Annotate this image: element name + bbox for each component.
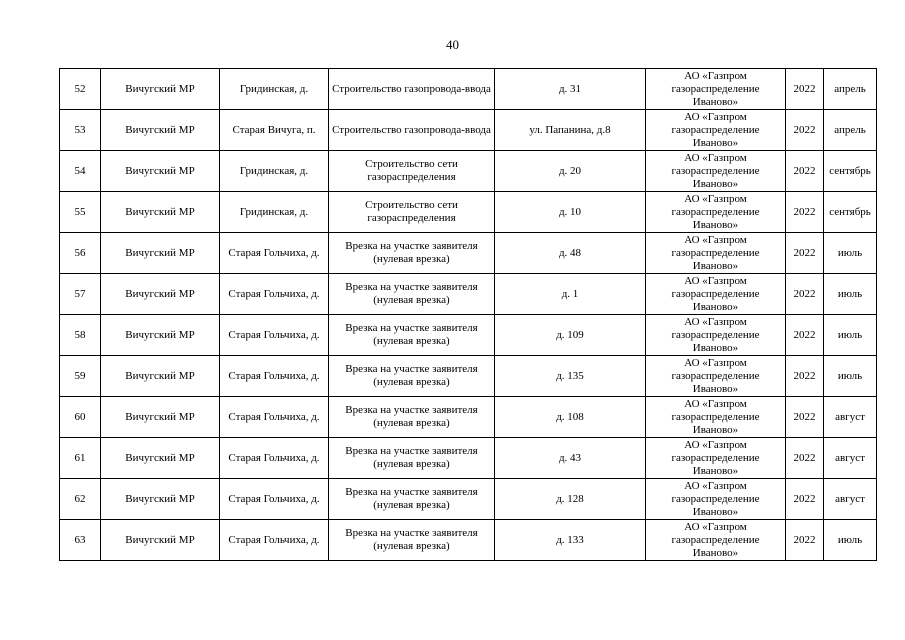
settlement-cell: Старая Гольчиха, д. bbox=[220, 315, 329, 356]
organization-cell: АО «Газпром газораспределение Иваново» bbox=[646, 356, 786, 397]
district-cell: Вичугский МР bbox=[101, 233, 220, 274]
district-cell: Вичугский МР bbox=[101, 520, 220, 561]
row-number-cell: 54 bbox=[60, 151, 101, 192]
row-number-cell: 53 bbox=[60, 110, 101, 151]
work-type-cell: Строительство газопровода-ввода bbox=[329, 110, 495, 151]
work-type-cell: Врезка на участке заявителя (нулевая врезка) bbox=[329, 479, 495, 520]
district-cell: Вичугский МР bbox=[101, 315, 220, 356]
address-cell: д. 31 bbox=[495, 69, 646, 110]
month-cell: июль bbox=[824, 356, 877, 397]
settlement-cell: Старая Гольчиха, д. bbox=[220, 438, 329, 479]
table-body bbox=[60, 69, 877, 561]
settlement-cell: Гридинская, д. bbox=[220, 151, 329, 192]
district-cell: Вичугский МР bbox=[101, 479, 220, 520]
table-row bbox=[60, 192, 877, 233]
address-cell: д. 48 bbox=[495, 233, 646, 274]
table-row bbox=[60, 479, 877, 520]
work-type-cell: Строительство сети газораспределения bbox=[329, 192, 495, 233]
year-cell: 2022 bbox=[786, 479, 824, 520]
address-cell: д. 133 bbox=[495, 520, 646, 561]
work-type-cell: Врезка на участке заявителя (нулевая врезка) bbox=[329, 438, 495, 479]
district-cell: Вичугский МР bbox=[101, 151, 220, 192]
work-type-cell: Строительство газопровода-ввода bbox=[329, 69, 495, 110]
month-cell: июль bbox=[824, 315, 877, 356]
work-type-cell: Врезка на участке заявителя (нулевая врезка) bbox=[329, 274, 495, 315]
row-number-cell: 55 bbox=[60, 192, 101, 233]
row-number-cell: 52 bbox=[60, 69, 101, 110]
year-cell: 2022 bbox=[786, 315, 824, 356]
settlement-cell: Старая Вичуга, п. bbox=[220, 110, 329, 151]
month-cell: июль bbox=[824, 233, 877, 274]
month-cell: апрель bbox=[824, 69, 877, 110]
year-cell: 2022 bbox=[786, 110, 824, 151]
row-number-cell: 59 bbox=[60, 356, 101, 397]
address-cell: д. 43 bbox=[495, 438, 646, 479]
table-row bbox=[60, 356, 877, 397]
organization-cell: АО «Газпром газораспределение Иваново» bbox=[646, 274, 786, 315]
settlement-cell: Старая Гольчиха, д. bbox=[220, 479, 329, 520]
month-cell: сентябрь bbox=[824, 192, 877, 233]
address-cell: д. 1 bbox=[495, 274, 646, 315]
organization-cell: АО «Газпром газораспределение Иваново» bbox=[646, 69, 786, 110]
address-cell: д. 108 bbox=[495, 397, 646, 438]
district-cell: Вичугский МР bbox=[101, 192, 220, 233]
work-type-cell: Врезка на участке заявителя (нулевая врезка) bbox=[329, 315, 495, 356]
year-cell: 2022 bbox=[786, 397, 824, 438]
settlement-cell: Гридинская, д. bbox=[220, 192, 329, 233]
organization-cell: АО «Газпром газораспределение Иваново» bbox=[646, 233, 786, 274]
organization-cell: АО «Газпром газораспределение Иваново» bbox=[646, 520, 786, 561]
work-type-cell: Врезка на участке заявителя (нулевая врезка) bbox=[329, 397, 495, 438]
organization-cell: АО «Газпром газораспределение Иваново» bbox=[646, 479, 786, 520]
table-row bbox=[60, 110, 877, 151]
district-cell: Вичугский МР bbox=[101, 274, 220, 315]
year-cell: 2022 bbox=[786, 69, 824, 110]
table-row bbox=[60, 233, 877, 274]
row-number-cell: 62 bbox=[60, 479, 101, 520]
address-cell: д. 10 bbox=[495, 192, 646, 233]
address-cell: д. 128 bbox=[495, 479, 646, 520]
gasification-table bbox=[59, 68, 877, 561]
table-row bbox=[60, 397, 877, 438]
settlement-cell: Гридинская, д. bbox=[220, 69, 329, 110]
table-row bbox=[60, 274, 877, 315]
address-cell: ул. Папанина, д.8 bbox=[495, 110, 646, 151]
district-cell: Вичугский МР bbox=[101, 397, 220, 438]
month-cell: апрель bbox=[824, 110, 877, 151]
work-type-cell: Врезка на участке заявителя (нулевая врезка) bbox=[329, 520, 495, 561]
district-cell: Вичугский МР bbox=[101, 438, 220, 479]
page-number: 40 bbox=[446, 37, 459, 52]
month-cell: август bbox=[824, 397, 877, 438]
settlement-cell: Старая Гольчиха, д. bbox=[220, 356, 329, 397]
row-number-cell: 58 bbox=[60, 315, 101, 356]
month-cell: август bbox=[824, 479, 877, 520]
year-cell: 2022 bbox=[786, 274, 824, 315]
settlement-cell: Старая Гольчиха, д. bbox=[220, 520, 329, 561]
table-row bbox=[60, 315, 877, 356]
district-cell: Вичугский МР bbox=[101, 69, 220, 110]
work-type-cell: Строительство сети газораспределения bbox=[329, 151, 495, 192]
organization-cell: АО «Газпром газораспределение Иваново» bbox=[646, 397, 786, 438]
settlement-cell: Старая Гольчиха, д. bbox=[220, 397, 329, 438]
year-cell: 2022 bbox=[786, 192, 824, 233]
district-cell: Вичугский МР bbox=[101, 356, 220, 397]
table-row bbox=[60, 520, 877, 561]
row-number-cell: 63 bbox=[60, 520, 101, 561]
year-cell: 2022 bbox=[786, 356, 824, 397]
organization-cell: АО «Газпром газораспределение Иваново» bbox=[646, 110, 786, 151]
year-cell: 2022 bbox=[786, 438, 824, 479]
year-cell: 2022 bbox=[786, 233, 824, 274]
address-cell: д. 109 bbox=[495, 315, 646, 356]
district-cell: Вичугский МР bbox=[101, 110, 220, 151]
year-cell: 2022 bbox=[786, 151, 824, 192]
row-number-cell: 60 bbox=[60, 397, 101, 438]
organization-cell: АО «Газпром газораспределение Иваново» bbox=[646, 438, 786, 479]
organization-cell: АО «Газпром газораспределение Иваново» bbox=[646, 192, 786, 233]
organization-cell: АО «Газпром газораспределение Иваново» bbox=[646, 151, 786, 192]
year-cell: 2022 bbox=[786, 520, 824, 561]
row-number-cell: 61 bbox=[60, 438, 101, 479]
row-number-cell: 56 bbox=[60, 233, 101, 274]
table-row bbox=[60, 151, 877, 192]
settlement-cell: Старая Гольчиха, д. bbox=[220, 233, 329, 274]
row-number-cell: 57 bbox=[60, 274, 101, 315]
month-cell: июль bbox=[824, 520, 877, 561]
table-row bbox=[60, 438, 877, 479]
month-cell: август bbox=[824, 438, 877, 479]
address-cell: д. 20 bbox=[495, 151, 646, 192]
table-row bbox=[60, 69, 877, 110]
work-type-cell: Врезка на участке заявителя (нулевая врезка) bbox=[329, 356, 495, 397]
work-type-cell: Врезка на участке заявителя (нулевая врезка) bbox=[329, 233, 495, 274]
address-cell: д. 135 bbox=[495, 356, 646, 397]
settlement-cell: Старая Гольчиха, д. bbox=[220, 274, 329, 315]
month-cell: сентябрь bbox=[824, 151, 877, 192]
month-cell: июль bbox=[824, 274, 877, 315]
organization-cell: АО «Газпром газораспределение Иваново» bbox=[646, 315, 786, 356]
